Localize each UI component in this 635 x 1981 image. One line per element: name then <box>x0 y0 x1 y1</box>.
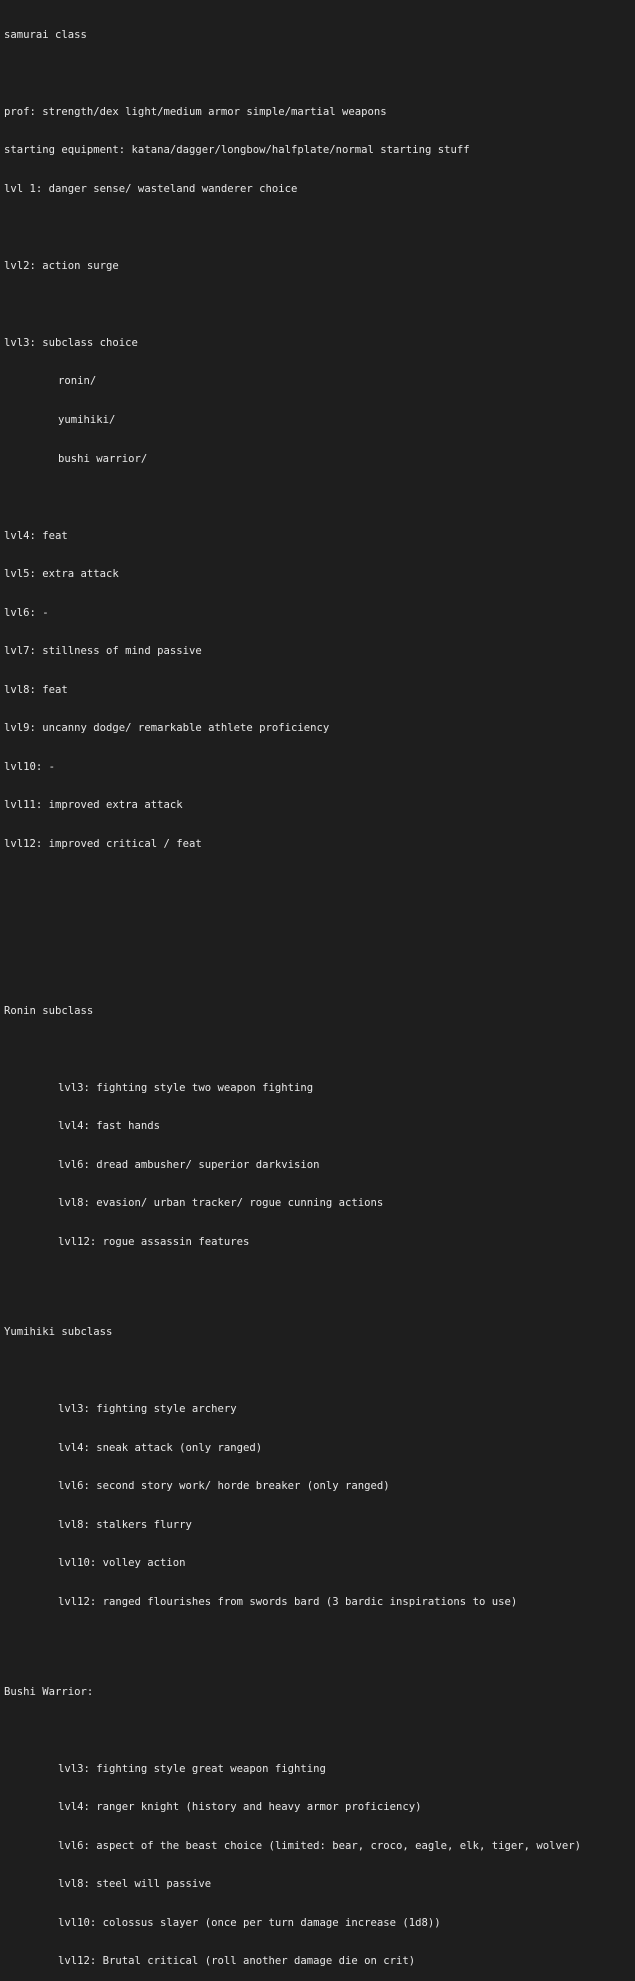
level-line: lvl11: improved extra attack <box>4 799 183 812</box>
subclass-feature: lvl8: evasion/ urban tracker/ rogue cunning actions <box>58 1197 384 1210</box>
subclass-feature: lvl8: stalkers flurry <box>58 1518 192 1531</box>
subclass-feature: lvl12: rogue assassin features <box>58 1236 250 1248</box>
subclass-feature: lvl3: fighting style great weapon fighting <box>58 1762 326 1775</box>
subclass-option-ronin: ronin/ <box>58 375 97 388</box>
document-body <box>4 3 634 1981</box>
blank-line <box>4 67 634 80</box>
subclass-feature: lvl12: Brutal critical (roll another damage die on crit) <box>58 1955 416 1968</box>
blank-line <box>4 221 634 234</box>
subclass-feature: lvl4: ranger knight (history and heavy armor proficiency) <box>58 1801 422 1814</box>
level-line: lvl8: feat <box>4 683 68 696</box>
subclass-feature: lvl3: fighting style archery <box>58 1402 237 1415</box>
subclass-feature: lvl6: dread ambusher/ superior darkvision <box>58 1158 320 1171</box>
subclass-feature: lvl10: colossus slayer (once per turn damage increase (1d8)) <box>58 1916 441 1929</box>
level-line: lvl10: - <box>4 760 56 773</box>
subclass-feature: lvl4: sneak attack (only ranged) <box>58 1441 263 1454</box>
level-line: lvl5: extra attack <box>4 568 119 581</box>
subclass-feature: lvl6: aspect of the beast choice (limited: bear, croco, eagle, elk, tiger, wolver) <box>58 1839 581 1852</box>
subclass-feature: lvl10: volley action <box>58 1557 186 1570</box>
blank-line <box>4 491 634 504</box>
blank-line <box>4 953 634 966</box>
document-title: samurai class <box>4 28 87 41</box>
level-2-line: lvl2: action surge <box>4 259 119 272</box>
level-1-line: lvl 1: danger sense/ wasteland wanderer choice <box>4 182 298 195</box>
blank-line <box>4 876 634 889</box>
blank-line <box>4 1634 634 1647</box>
level-3-line: lvl3: subclass choice <box>4 336 138 349</box>
blank-line <box>4 298 634 311</box>
level-line: lvl12: improved critical / feat <box>4 837 202 850</box>
level-line: lvl6: - <box>4 606 49 619</box>
subclass-feature: lvl4: fast hands <box>58 1120 161 1133</box>
subclass-feature: lvl6: second story work/ horde breaker (only ranged) <box>58 1480 390 1493</box>
level-line: lvl7: stillness of mind passive <box>4 645 202 658</box>
blank-line <box>4 1275 634 1288</box>
subclass-heading-bushi: Bushi Warrior: <box>4 1685 94 1698</box>
subclass-option-bushi: bushi warrior/ <box>58 452 148 465</box>
level-line: lvl9: uncanny dodge/ remarkable athlete proficiency <box>4 722 330 735</box>
blank-line <box>4 1724 634 1737</box>
subclass-feature: lvl12: ranged flourishes from swords bard (3 bardic inspirations to use) <box>58 1595 518 1608</box>
blank-line <box>4 915 634 928</box>
subclass-feature: lvl3: fighting style two weapon fighting <box>58 1081 314 1094</box>
starting-equipment-line: starting equipment: katana/dagger/longbow/halfplate/normal starting stuff <box>4 144 470 157</box>
subclass-heading-yumihiki: Yumihiki subclass <box>4 1325 113 1338</box>
blank-line <box>4 1364 634 1377</box>
level-line: lvl4: feat <box>4 529 68 542</box>
blank-line <box>4 1043 634 1056</box>
subclass-heading-ronin: Ronin subclass <box>4 1004 94 1017</box>
proficiencies-line: prof: strength/dex light/medium armor simple/martial weapons <box>4 105 387 118</box>
subclass-option-yumihiki: yumihiki/ <box>58 414 116 426</box>
subclass-feature: lvl8: steel will passive <box>58 1878 212 1891</box>
